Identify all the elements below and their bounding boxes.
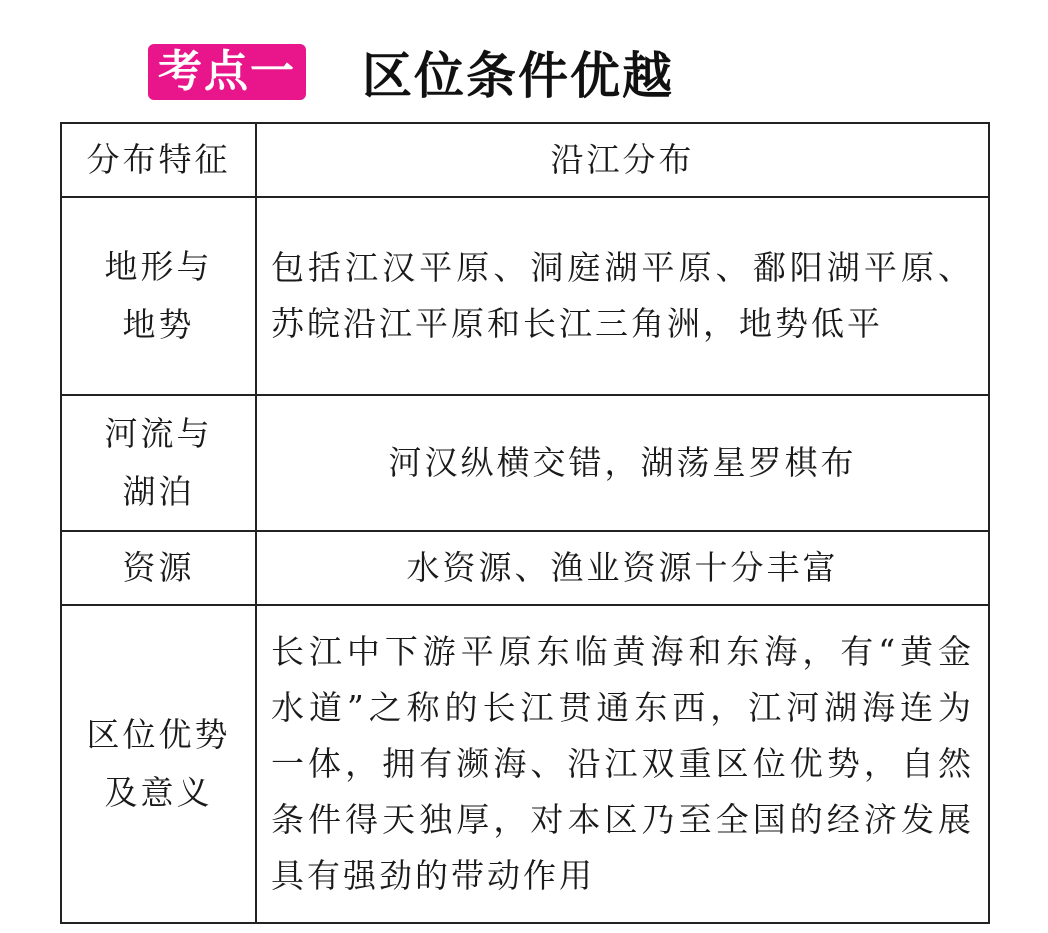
row-content-resources: 水资源、渔业资源十分丰富 [256, 531, 989, 605]
table-row [61, 123, 989, 197]
topic-table [60, 122, 990, 924]
row-content-distribution: 沿江分布 [256, 123, 989, 197]
table-row [61, 395, 989, 531]
row-content-terrain: 包括江汉平原、洞庭湖平原、鄱阳湖平原、苏皖沿江平原和长江三角洲，地势低平 [256, 197, 989, 395]
table-row [61, 605, 989, 923]
section-title: 区位条件优越 [362, 47, 674, 105]
section-heading [148, 42, 674, 105]
topic-badge: 考点一 [148, 44, 306, 100]
table-row [61, 531, 989, 605]
row-label-terrain: 地形与 地势 [61, 197, 256, 395]
row-label-rivers-lakes: 河流与 湖泊 [61, 395, 256, 531]
row-content-advantages: 长江中下游平原东临黄海和东海，有“黄金水道”之称的长江贯通东西，江河湖海连为一体，拥有濒海、沿江双重区位优势，自然条件得天独厚，对本区乃至全国的经济发展具有强劲的带动作用 [256, 605, 989, 923]
table-row [61, 197, 989, 395]
row-content-rivers-lakes: 河汉纵横交错，湖荡星罗棋布 [256, 395, 989, 531]
row-label-advantages: 区位优势 及意义 [61, 605, 256, 923]
row-label-resources: 资源 [61, 531, 256, 605]
row-label-distribution: 分布特征 [61, 123, 256, 197]
